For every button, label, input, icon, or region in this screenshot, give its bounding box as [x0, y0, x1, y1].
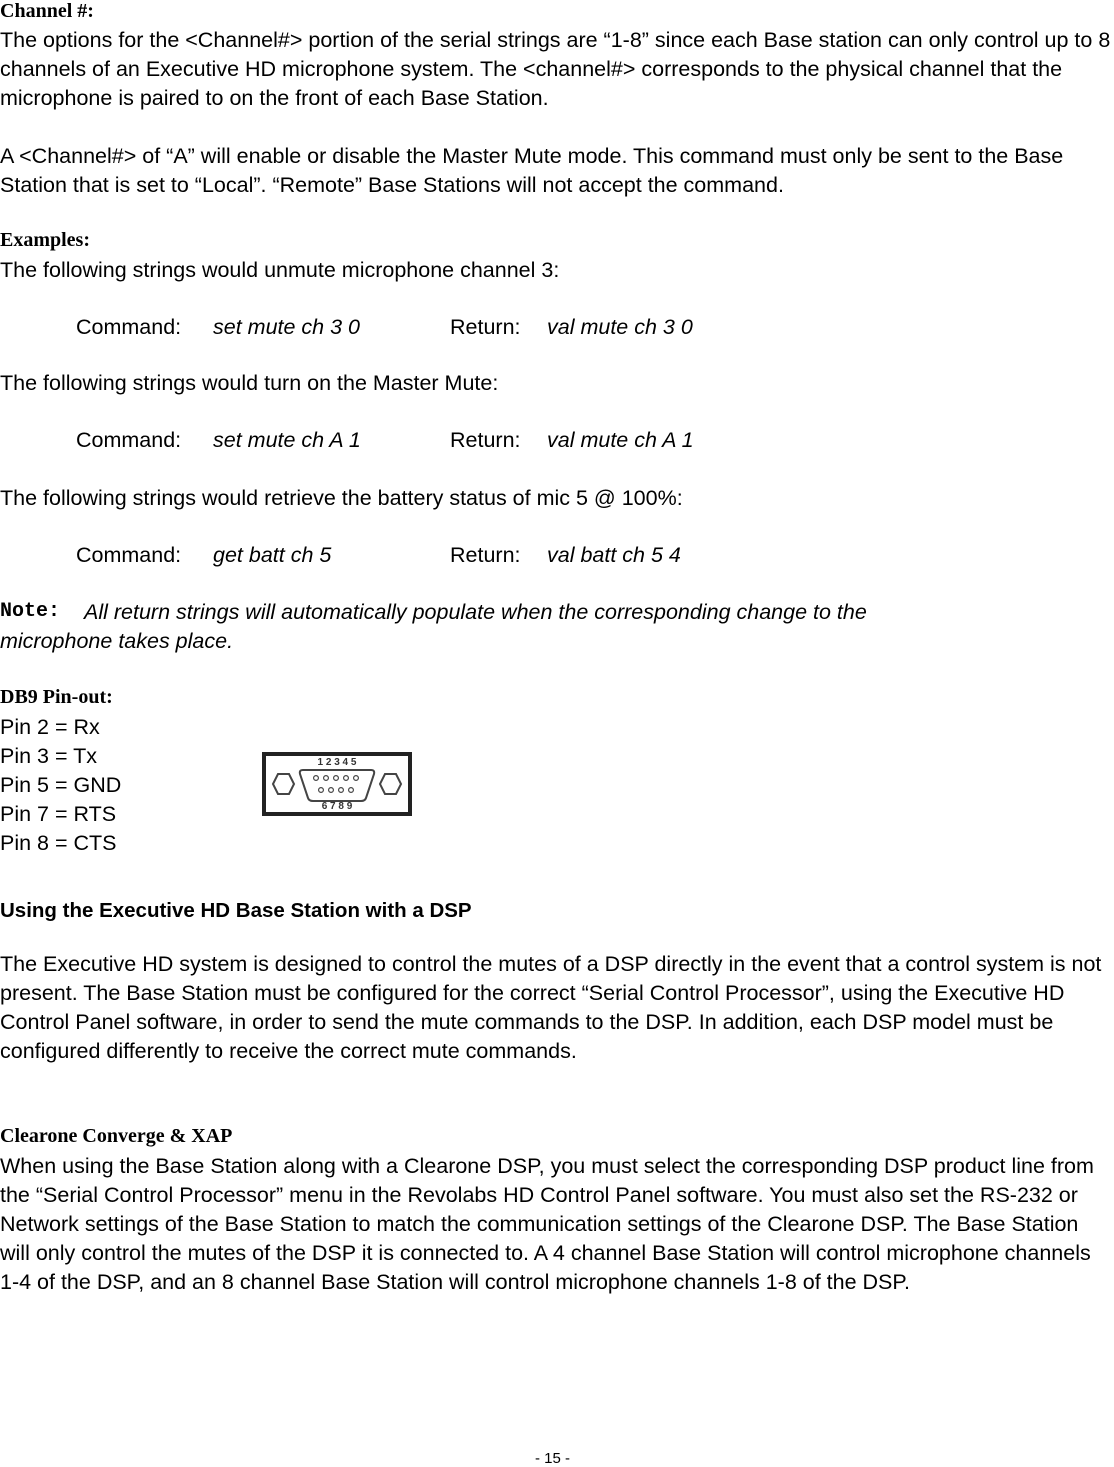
note-label: Note: [0, 600, 61, 623]
example-2-return-label: Return: [450, 428, 521, 452]
example-2-command: set mute ch A 1 [213, 428, 361, 452]
page-number: - 15 - [535, 1450, 571, 1467]
example-1-command-label: Command: [76, 315, 182, 339]
dsp-paragraph: The Executive HD system is designed to control the mutes of a DSP directly in the event that a control system is not present. The Base Station must be configured for the correct “Serial Control Processor”, using the Executive HD Control Panel software, in order to send the mute commands to the DSP. In addition, each DSP model must be configured differently to receive the correct mute commands. [0, 952, 1102, 1063]
note-text-line-1: All return strings will automatically populate when the corresponding change to the [84, 600, 867, 624]
clearone-heading: Clearone Converge & XAP [0, 1125, 233, 1147]
clearone-paragraph: When using the Base Station along with a Clearone DSP, you must select the corresponding DSP product line from the “Serial Control Processor” menu in the Revolabs HD Control Panel software. You must also set the RS-232 or Network settings of the Base Station to match the communication settings of the Clearone DSP. The Base Station will only control the mutes of the DSP it is connected to. A 4 channel Base Station will control microphone channels 1-4 of the DSP, and an 8 channel Base Station will control microphone channels 1-8 of the DSP. [0, 1154, 1094, 1294]
bottom-pin-numbers: 6 7 8 9 [321, 801, 353, 812]
note-text-line-2: microphone takes place. [0, 629, 234, 653]
channel-paragraph-2: A <Channel#> of “A” will enable or disable the Master Mute mode. This command must only be sent to the Base Station that is set to “Local”. “Remote” Base Stations will not accept the command. [0, 144, 1064, 197]
example-1-intro: The following strings would unmute microphone channel 3: [0, 258, 560, 282]
pin-item-2: Pin 3 = Tx [0, 744, 98, 768]
example-3-command: get batt ch 5 [213, 543, 332, 567]
db9-connector-diagram [256, 726, 428, 850]
channel-heading: Channel #: [0, 0, 94, 22]
examples-heading: Examples: [0, 229, 90, 251]
pin-item-3: Pin 5 = GND [0, 773, 122, 797]
pin-item-1: Pin 2 = Rx [0, 715, 100, 739]
pin-item-5: Pin 8 = CTS [0, 831, 117, 855]
example-1-return-label: Return: [450, 315, 521, 339]
example-1-return: val mute ch 3 0 [547, 315, 693, 339]
dsp-section-heading: Using the Executive HD Base Station with a DSP [0, 899, 472, 922]
example-3-return-label: Return: [450, 543, 521, 567]
channel-paragraph-1: The options for the <Channel#> portion of the serial strings are “1-8” since each Base station can only control up to 8 channels of an Executive HD microphone system. The <channel#> corresponds to the physical channel that the microphone is paired to on the front of each Base Station. [0, 28, 1111, 110]
pin-item-4: Pin 7 = RTS [0, 802, 117, 826]
example-1-command: set mute ch 3 0 [213, 315, 360, 339]
example-3-return: val batt ch 5 4 [547, 543, 681, 567]
db9-heading: DB9 Pin-out: [0, 686, 113, 708]
example-3-intro: The following strings would retrieve the battery status of mic 5 @ 100%: [0, 486, 683, 510]
example-2-return: val mute ch A 1 [547, 428, 694, 452]
example-3-command-label: Command: [76, 543, 182, 567]
example-2-command-label: Command: [76, 428, 182, 452]
example-2-intro: The following strings would turn on the Master Mute: [0, 371, 499, 395]
top-pin-numbers: 1 2 3 4 5 [317, 757, 357, 768]
